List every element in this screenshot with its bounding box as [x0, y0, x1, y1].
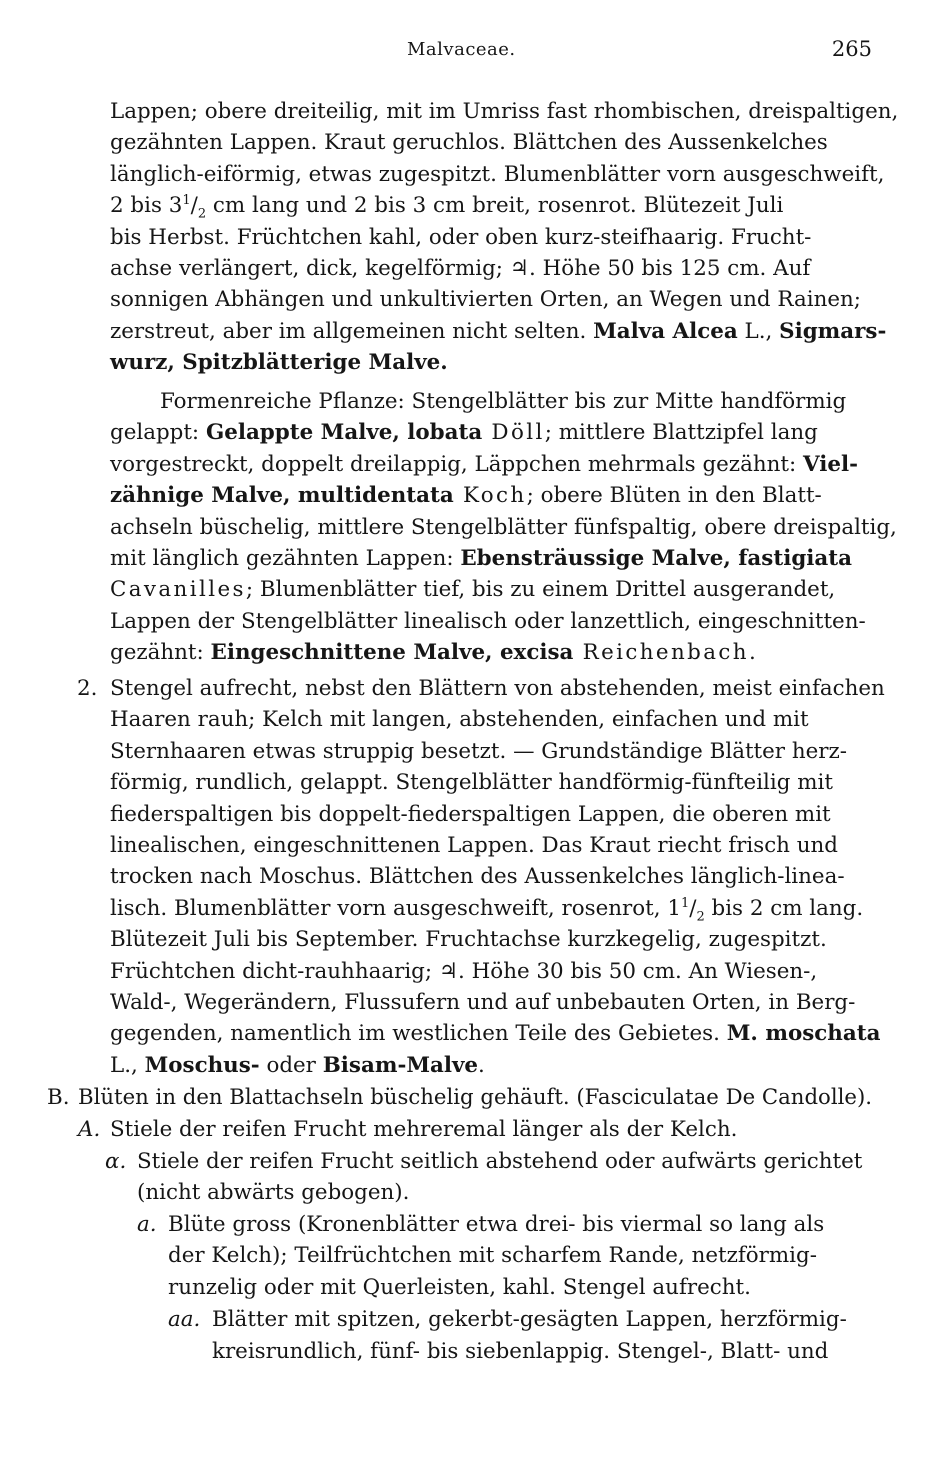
key-line-a-lower-cont: runzelig oder mit Querleisten, kahl. Stengel aufrecht. — [168, 1275, 751, 1300]
text-line — [110, 316, 887, 347]
text-line — [110, 1050, 870, 1081]
text-span: cm lang und 2 bis 3 cm breit, rosenrot. Blütezeit Juli — [206, 193, 784, 219]
text-line: trocken nach Moschus. Blättchen des Aussenkelches länglich-linea- — [110, 864, 845, 890]
text-span: ; obere Blüten in den Blatt- — [526, 483, 822, 509]
key-line-a-upper: Stiele der reifen Frucht mehreremal länger als der Kelch. — [110, 1117, 738, 1142]
author-name: Döll — [482, 420, 545, 446]
fraction-numerator: 1 — [182, 193, 191, 209]
text-span: gelappt: — [110, 420, 206, 446]
common-name: Bisam-Malve — [322, 1052, 479, 1078]
text-span: L., — [737, 318, 780, 344]
text-span: L., — [110, 1052, 145, 1078]
text-line — [110, 574, 870, 605]
text-span: oder — [259, 1052, 323, 1078]
text-line: Blütezeit Juli bis September. Fruchtachse kurzkegelig, zugespitzt. — [110, 927, 827, 953]
running-header-title: Malvaceae. — [407, 39, 516, 60]
paragraph-forms — [110, 386, 897, 669]
key-line-alpha: Stiele der reifen Frucht seitlich abstehend oder aufwärts gerichtet — [137, 1149, 863, 1174]
text-line — [110, 893, 870, 924]
form-name: Gelappte Malve, lobata — [205, 420, 483, 446]
paragraph-malva-alcea — [110, 96, 899, 379]
key-line-b: Blüten in den Blattachseln büschelig gehäuft. (Fasciculatae De Candolle). — [78, 1085, 873, 1110]
text-span: mit länglich gezähnten Lappen: — [110, 546, 461, 572]
text-span: bis 2 cm lang. — [704, 895, 864, 921]
key-line-a-lower: Blüte gross (Kronenblätter etwa drei- bis viermal so lang als — [168, 1212, 825, 1237]
form-name: Viel- — [802, 451, 858, 477]
form-name: Eingeschnittene Malve, excisa — [210, 640, 574, 666]
text-line — [110, 637, 870, 668]
key-marker-aa: aa. — [168, 1307, 201, 1332]
fraction-numerator: 1 — [680, 895, 690, 911]
page-number: 265 — [831, 37, 872, 61]
text-span: ; Blumenblätter tief, bis zu einem Drittel ausgerandet, — [245, 577, 836, 603]
text-span: . — [748, 640, 756, 666]
key-marker-a-upper: A. — [78, 1117, 101, 1142]
text-line: Formenreiche Pflanze: Stengelblätter bis zur Mitte handförmig — [160, 389, 847, 414]
text-line — [110, 449, 870, 480]
text-line — [110, 190, 870, 221]
text-line — [110, 543, 870, 574]
text-line: gezähnten Lappen. Kraut geruchlos. Blättchen des Aussenkelches — [110, 130, 828, 156]
text-span: vorgestreckt, doppelt dreilappig, Läppchen mehrmals gezähnt: — [110, 451, 803, 477]
text-line: sonnigen Abhängen und unkultivierten Orten, an Wegen und Rainen; — [110, 287, 862, 313]
text-line — [110, 347, 870, 378]
form-name: zähnige Malve, multidentata — [110, 483, 454, 509]
common-name: Sigmars- — [779, 318, 887, 344]
key-marker-a-lower: a. — [137, 1212, 157, 1237]
text-line: linealischen, eingeschnittenen Lappen. Das Kraut riecht frisch und — [110, 833, 838, 859]
species-name: M. moschata — [726, 1021, 881, 1047]
text-line: achseln büschelig, mittlere Stengelblätter fünfspaltig, obere dreispaltig, — [110, 514, 897, 540]
text-line: Stengel aufrecht, nebst den Blättern von abstehenden, meist einfachen — [110, 676, 885, 701]
common-name: Moschus- — [144, 1052, 260, 1078]
text-line — [110, 417, 870, 448]
species-name: Malva Alcea — [593, 318, 738, 344]
key-line-aa: Blätter mit spitzen, gekerbt-gesägten Lappen, herzförmig- — [212, 1307, 847, 1332]
text-span: . — [478, 1052, 485, 1078]
fraction-slash: / — [190, 193, 198, 219]
form-name: Ebensträussige Malve, fastigiata — [460, 546, 853, 572]
text-line: Früchtchen dicht-rauhhaarig; ♃. Höhe 30 bis 50 cm. An Wiesen-, — [110, 958, 818, 984]
text-line: länglich-eiförmig, etwas zugespitzt. Blumenblätter vorn ausgeschweift, — [110, 161, 885, 187]
key-marker-alpha: α. — [105, 1149, 127, 1174]
text-span: ; mittlere Blattzipfel lang — [544, 420, 818, 446]
key-line-a-lower-cont: der Kelch); Teilfrüchtchen mit scharfem Rande, netzförmig- — [168, 1243, 817, 1268]
text-line — [110, 480, 870, 511]
key-marker-b: B. — [47, 1085, 70, 1110]
fraction-denominator: 2 — [197, 206, 207, 222]
text-line: Haaren rauh; Kelch mit langen, abstehenden, einfachen und mit — [110, 707, 809, 733]
text-span: gezähnt: — [110, 640, 211, 666]
author-name: Reichenbach — [573, 640, 749, 666]
paragraph-malva-moschata — [110, 673, 885, 1081]
text-span: zerstreut, aber im allgemeinen nicht selten. — [110, 318, 594, 344]
text-span: lisch. Blumenblätter vorn ausgeschweift, rosenrot, 1 — [110, 895, 681, 921]
text-line: achse verlängert, dick, kegelförmig; ♃. Höhe 50 bis 125 cm. Auf — [110, 256, 811, 282]
text-line — [110, 1018, 881, 1049]
text-line: Sternhaaren etwas struppig besetzt. — Grundständige Blätter herz- — [110, 738, 847, 764]
fraction-denominator: 2 — [696, 909, 705, 925]
fraction-slash: / — [689, 895, 697, 921]
text-span: gegenden, namentlich im westlichen Teile des Gebietes. — [110, 1021, 727, 1047]
text-span: 2 bis 3 — [110, 193, 183, 219]
text-line: Lappen; obere dreiteilig, mit im Umriss fast rhombischen, dreispaltigen, — [110, 99, 899, 124]
common-name: wurz, Spitzblätterige Malve. — [110, 350, 448, 376]
author-name: Cavanilles — [110, 577, 246, 603]
key-line-alpha-cont: (nicht abwärts gebogen). — [137, 1180, 410, 1205]
text-line: bis Herbst. Früchtchen kahl, oder oben kurz-steifhaarig. Frucht- — [110, 224, 812, 250]
text-line: Wald-, Wegerändern, Flussufern und auf unbebauten Orten, in Berg- — [110, 990, 856, 1016]
author-name: Koch — [453, 483, 527, 509]
text-line: förmig, rundlich, gelappt. Stengelblätter handförmig-fünfteilig mit — [110, 770, 833, 796]
key-line-aa-cont: kreisrundlich, fünf- bis siebenlappig. Stengel-, Blatt- und — [212, 1339, 829, 1364]
item-marker-2: 2. — [77, 676, 98, 701]
text-line: Lappen der Stengelblätter linealisch oder lanzettlich, eingeschnitten- — [110, 608, 866, 634]
text-line: fiederspaltigen bis doppelt-fiederspaltigen Lappen, die oberen mit — [110, 801, 831, 827]
